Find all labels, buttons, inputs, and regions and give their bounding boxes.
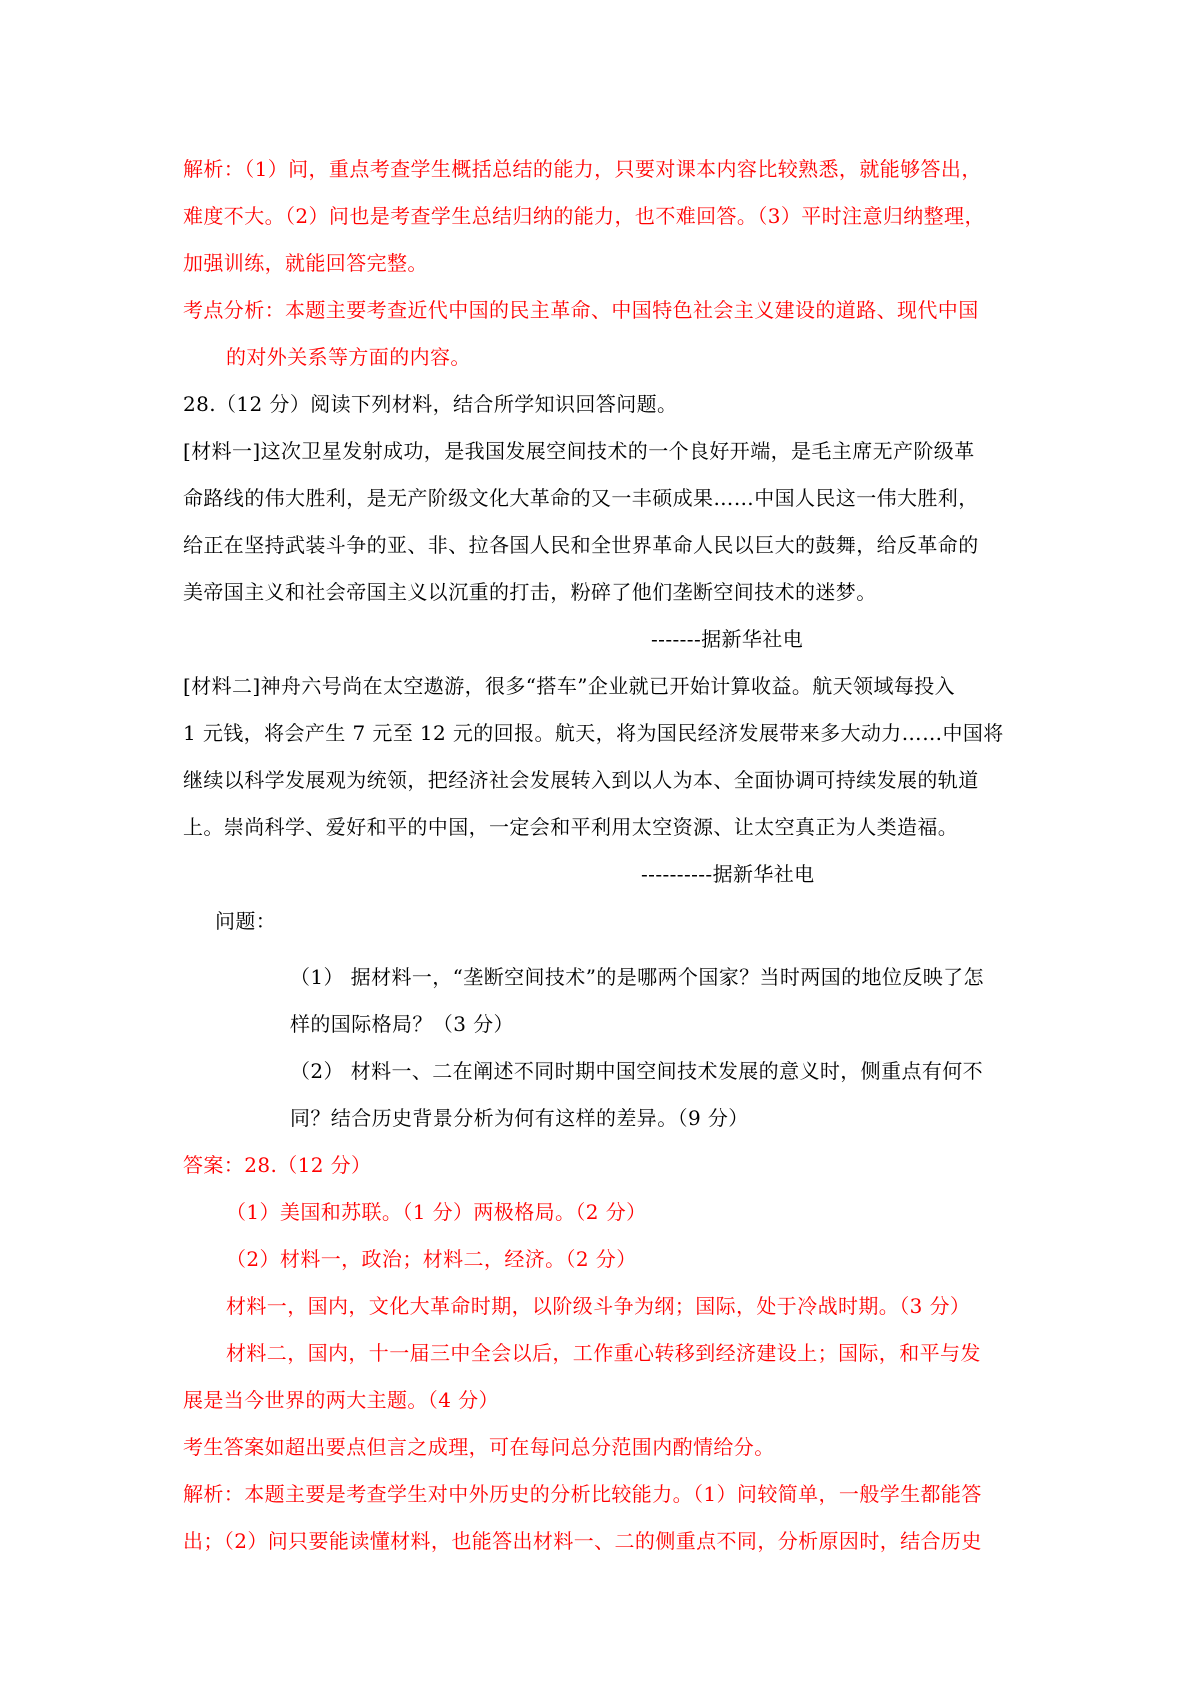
- answer-part-1: （1）美国和苏联。（1 分）两极格局。（2 分）: [226, 1200, 647, 1224]
- analysis-line-1: 解析：（1）问，重点考查学生概括总结的能力，只要对课本内容比较熟悉，就能够答出，: [183, 157, 982, 181]
- question-28-title: 28.（12 分）阅读下列材料，结合所学知识回答问题。: [183, 392, 678, 416]
- material-1-source: -------据新华社电: [651, 627, 804, 651]
- answer-title: 答案：28.（12 分）: [183, 1153, 372, 1177]
- analysis2-line-1: 解析：本题主要是考查学生对中外历史的分析比较能力。（1）问较简单，一般学生都能答: [183, 1482, 982, 1506]
- material-2-line-4: 上。崇尚科学、爱好和平的中国，一定会和平利用太空资源、让太空真正为人类造福。: [183, 815, 959, 839]
- kaodian-line-1: 考点分析：本题主要考查近代中国的民主革命、中国特色社会主义建设的道路、现代中国: [183, 298, 979, 322]
- sub-question-2-line-1: （2） 材料一、二在阐述不同时期中国空间技术发展的意义时，侧重点有何不: [290, 1059, 984, 1083]
- question-label: 问题：: [215, 909, 277, 933]
- analysis-line-3: 加强训练，就能回答完整。: [183, 251, 428, 275]
- sub-question-1-line-1: （1） 据材料一，“垄断空间技术”的是哪两个国家？当时两国的地位反映了怎: [290, 965, 984, 989]
- analysis-line-2: 难度不大。（2）问也是考查学生总结归纳的能力，也不难回答。（3）平时注意归纳整理，: [183, 204, 985, 228]
- material-1-line-3: 给正在坚持武装斗争的亚、非、拉各国人民和全世界革命人民以巨大的鼓舞，给反革命的: [183, 533, 979, 557]
- answer-part-2: （2）材料一，政治；材料二，经济。（2 分）: [226, 1247, 637, 1271]
- material-2-source: ----------据新华社电: [641, 862, 815, 886]
- kaodian-line-2: 的对外关系等方面的内容。: [226, 345, 471, 369]
- material-1-line-1: [材料一]这次卫星发射成功，是我国发展空间技术的一个良好开端，是毛主席无产阶级革: [183, 439, 975, 463]
- material-1-line-2: 命路线的伟大胜利，是无产阶级文化大革命的又一丰硕成果……中国人民这一伟大胜利，: [183, 486, 979, 510]
- material-2-line-2: 1 元钱，将会产生 7 元至 12 元的回报。航天，将为国民经济发展带来多大动力……中国将: [183, 721, 1004, 745]
- analysis2-line-2: 出；（2）问只要能读懂材料，也能答出材料一、二的侧重点不同，分析原因时，结合历史: [183, 1529, 982, 1553]
- answer-material-1: 材料一，国内，文化大革命时期，以阶级斗争为纲；国际，处于冷战时期。（3 分）: [226, 1294, 971, 1318]
- material-2-line-1: [材料二]神舟六号尚在太空遨游，很多“搭车”企业就已开始计算收益。航天领域每投入: [183, 674, 956, 698]
- answer-material-2-line-2: 展是当今世界的两大主题。（4 分）: [183, 1388, 499, 1412]
- material-1-line-4: 美帝国主义和社会帝国主义以沉重的打击，粉碎了他们垄断空间技术的迷梦。: [183, 580, 877, 604]
- answer-material-2-line-1: 材料二，国内，十一届三中全会以后，工作重心转移到经济建设上；国际，和平与发: [226, 1341, 981, 1365]
- grading-note: 考生答案如超出要点但言之成理，可在每问总分范围内酌情给分。: [183, 1435, 775, 1459]
- material-2-line-3: 继续以科学发展观为统领，把经济社会发展转入到以人为本、全面协调可持续发展的轨道: [183, 768, 979, 792]
- sub-question-2-line-2: 同？结合历史背景分析为何有这样的差异。（9 分）: [290, 1106, 749, 1130]
- sub-question-1-line-2: 样的国际格局？（3 分）: [290, 1012, 514, 1036]
